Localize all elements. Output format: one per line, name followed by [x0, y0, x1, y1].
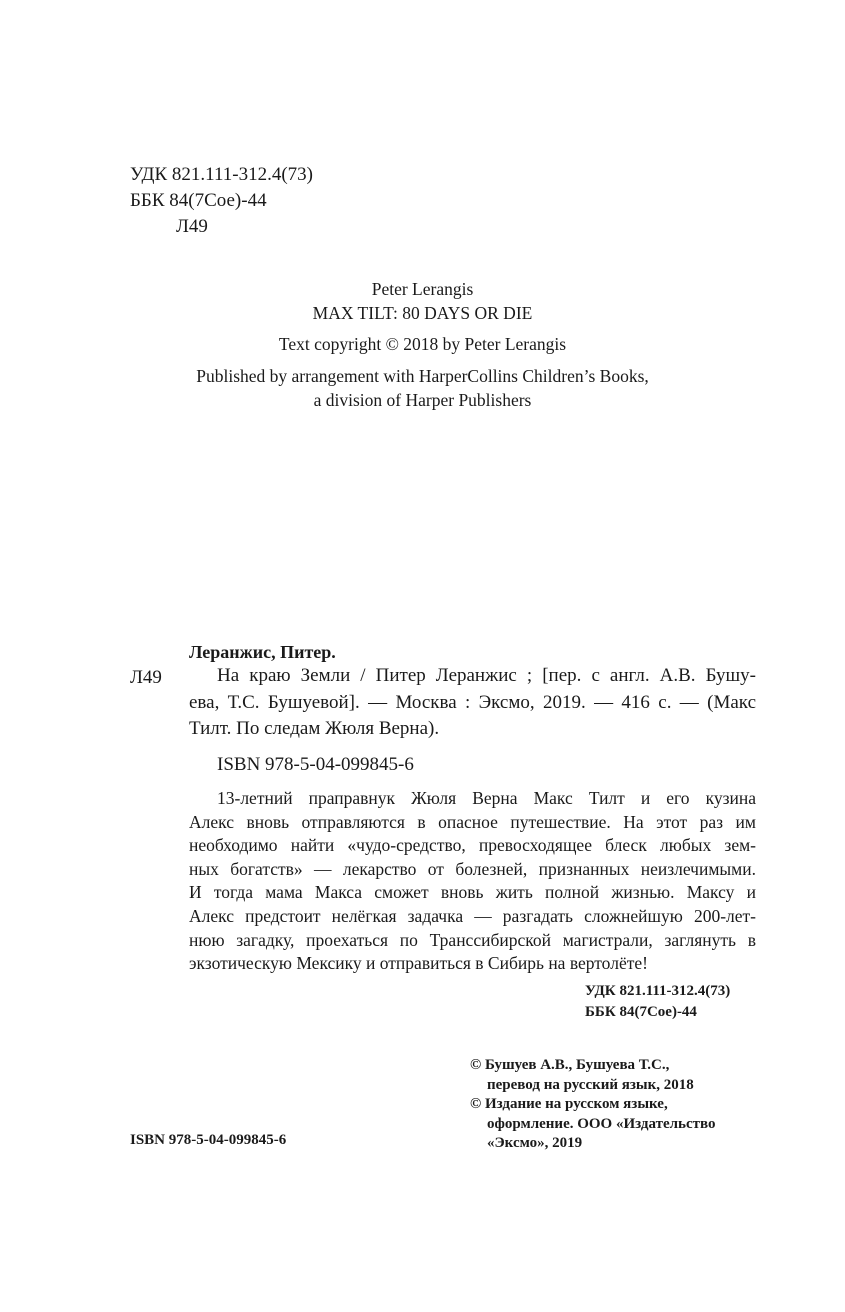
description-line: ева, Т.С. Бушуевой]. — Москва : Эксмо, 2019. — 416 с. — (Макс: [189, 691, 756, 713]
copyright-notices: [470, 1056, 716, 1154]
annotation-line: необходимо найти «чудо-средство, превосходящее блеск любых зем-: [189, 835, 756, 856]
original-edition-block: [0, 277, 845, 325]
annotation-line: экзотическую Мексику и отправиться в Сибирь на вертолёте!: [189, 953, 648, 974]
bbk-code-bottom: ББК 84(7Сое)-44: [585, 1004, 697, 1020]
bibliographic-author-mark: Л49: [130, 667, 162, 688]
udk-code-bottom: УДК 821.111-312.4(73): [585, 983, 731, 999]
arrangement-line-2: a division of Harper Publishers: [313, 390, 532, 410]
arrangement-block: [0, 364, 845, 412]
annotation-line: ных богатств» — лекарство от болезней, признанных неизлечимыми.: [189, 858, 756, 879]
top-classification-codes: [130, 162, 313, 240]
annotation-line: Алекс предстоит нелёгкая задачка — разгадать сложнейшую 200-лет-: [189, 905, 756, 926]
udk-code: УДК 821.111-312.4(73): [130, 164, 313, 185]
annotation-line: И тогда мама Макса сможет вновь жить полной жизнью. Максу и: [189, 882, 756, 903]
arrangement-line-1: Published by arrangement with HarperCollins Children’s Books,: [196, 366, 649, 386]
bbk-code: ББК 84(7Сое)-44: [130, 190, 267, 211]
bibliographic-description: [189, 663, 756, 743]
description-line: На краю Земли / Питер Леранжис ; [пер. с англ. А.В. Бушу-: [217, 665, 756, 686]
annotation-line: нюю загадку, проехаться по Транссибирской магистрали, заглянуть в: [189, 929, 756, 950]
text-copyright: Text copyright © 2018 by Peter Lerangis: [278, 334, 567, 354]
original-author: Peter Lerangis: [371, 279, 474, 299]
original-copyright-block: [0, 332, 845, 356]
edition-copyright-line-3: «Эксмо», 2019: [487, 1135, 583, 1151]
annotation-line: Алекс вновь отправляются в опасное путешествие. На этот раз им: [189, 811, 756, 832]
annotation-line: 13-летний праправнук Жюля Верна Макс Тилт и его кузина: [217, 788, 756, 808]
isbn-record: ISBN 978-5-04-099845-6: [217, 754, 414, 775]
author-mark: Л49: [176, 216, 208, 237]
edition-copyright-line-1: © Издание на русском языке,: [470, 1096, 668, 1112]
annotation: [189, 787, 756, 976]
translation-copyright-line-2: перевод на русский язык, 2018: [487, 1076, 694, 1093]
bottom-classification-codes: [585, 981, 730, 1023]
description-line: Тилт. По следам Жюля Верна).: [189, 718, 440, 739]
bibliographic-author-heading: Леранжис, Питер.: [189, 642, 336, 662]
original-title: MAX TILT: 80 DAYS OR DIE: [312, 303, 533, 323]
edition-copyright-line-2: оформление. ООО «Издательство: [487, 1115, 716, 1132]
translation-copyright-line-1: © Бушуев А.В., Бушуева Т.С.,: [470, 1057, 670, 1073]
isbn-bottom: ISBN 978-5-04-099845-6: [130, 1132, 287, 1148]
